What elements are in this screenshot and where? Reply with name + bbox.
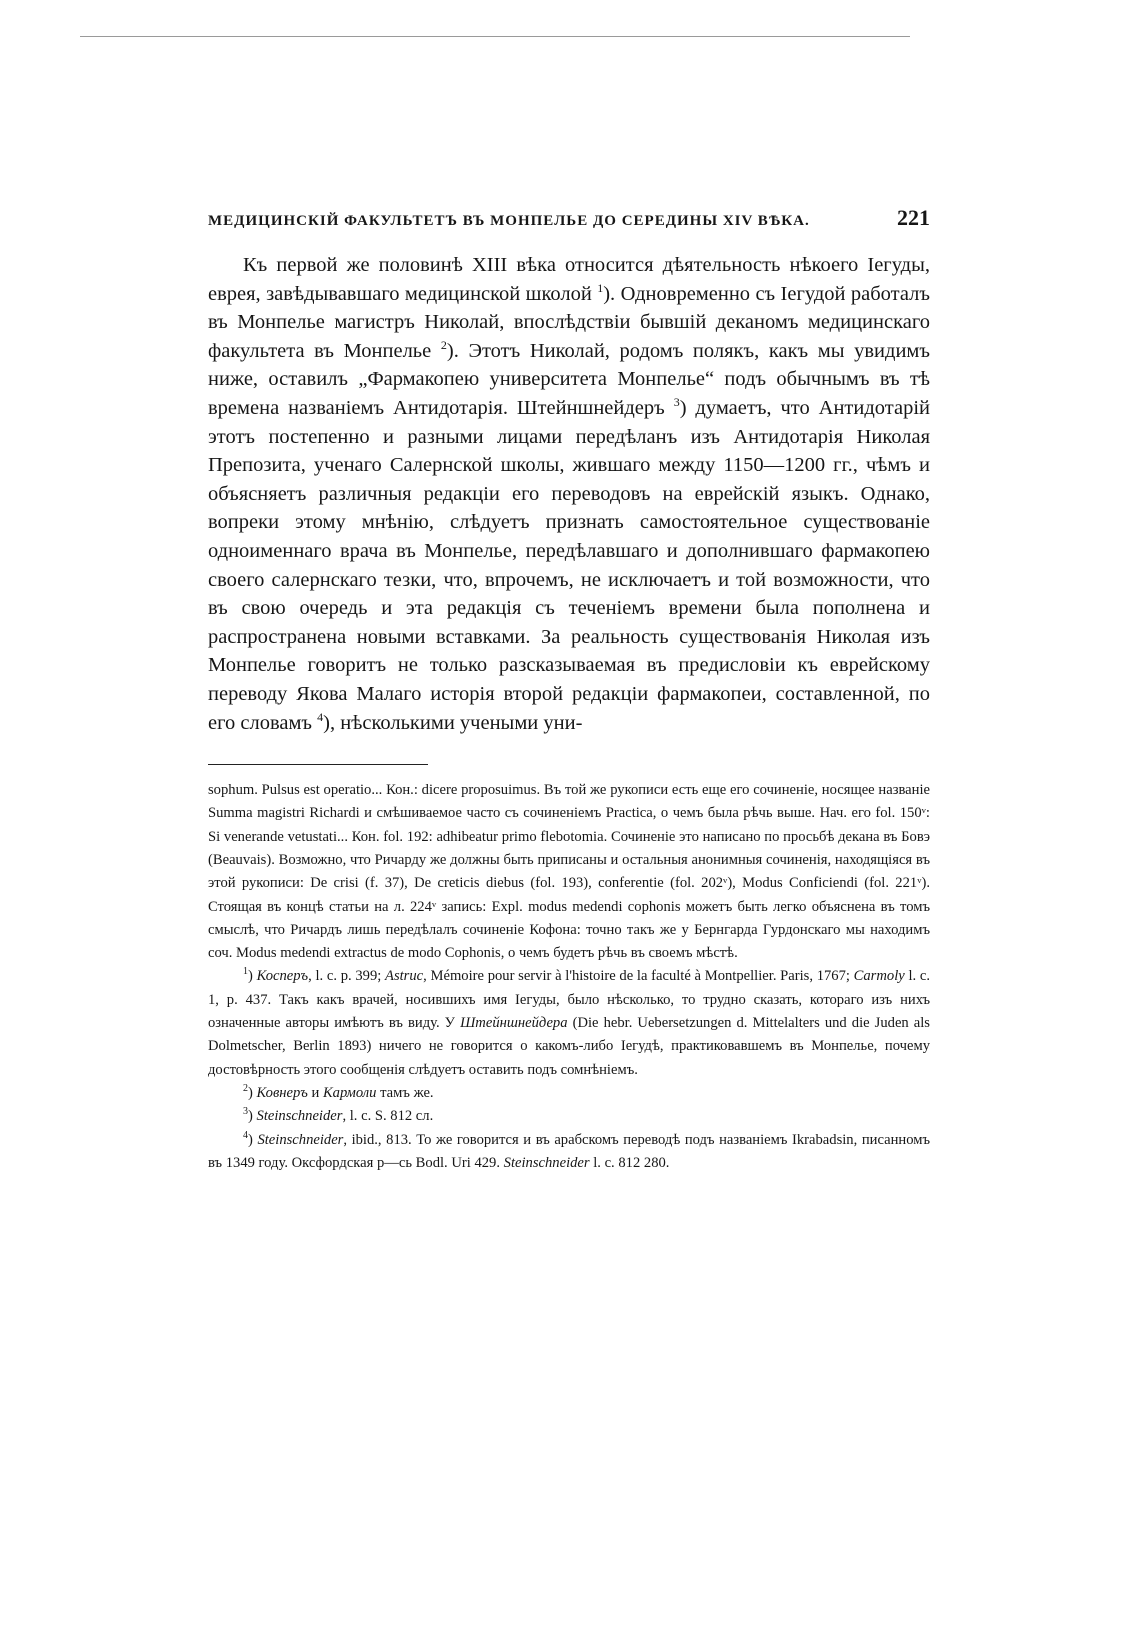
text-run: Къ первой же половинѣ XIII вѣка относится дѣятельность нѣкоего Іегуды, еврея, завѣдывавшаго медицинской школой — [208, 254, 930, 305]
text-run: ), нѣсколькими учеными уни- — [323, 711, 583, 734]
text-run: ) — [248, 1131, 258, 1148]
footnote-mark: 2 — [243, 1083, 248, 1095]
text-run: (Die hebr. Uebersetzungen d. Mittelalters und die Juden als Dolmetscher, Berlin 1893) ничего не говорится о какомъ-либо Іегудѣ, практиковавшемъ въ Монпелье, почему достовѣрность этого сообщенія слѣдуетъ оставить подъ сомнѣніемъ. — [208, 1015, 930, 1078]
footnote-mark: 1 — [243, 966, 248, 978]
footnote-2 — [208, 1082, 930, 1105]
main-paragraph — [208, 251, 930, 737]
text-run: , ibid., 813. То же говорится и въ арабскомъ переводѣ подъ названіемъ Ikrabadsin, писанномъ въ 1349 году. Оксфордская р—сь Bodl. Uri 429. — [208, 1131, 930, 1171]
footnote-4 — [208, 1129, 930, 1176]
text-run: , l. c. p. 399; — [308, 968, 386, 985]
text-run: l. c. 1, p. 437. Такъ какъ врачей, носившихъ имя Іегуды, было нѣсколько, то трудно сказать, котораго изъ нихъ означенные авторы имѣютъ въ виду. У — [208, 968, 930, 1032]
footnote-separator — [208, 764, 428, 765]
footnote-ref-1: 1 — [597, 280, 604, 295]
text-run: ) думаетъ, что Антидотарій этотъ постепенно и разными лицами передѣланъ изъ Антидотарія Николая Препозита, ученаго Салернской школы, жившаго между 1150—1200 гг., чѣмъ и объясняетъ различныя редакціи его переводовъ на еврейскій языкъ. Однако, вопреки этому мнѣнію, слѣдуетъ признать самостоятельное существованіе одноименнаго врача въ Монпелье, передѣлавшаго и дополнившаго фармакопею своего салернскаго тезки, что, впрочемъ, не исключаетъ и той возможности, что въ свою очередь и эта редакція съ теченіемъ времени была пополнена и распространена новыми вставками. За реальность существованія Николая изъ Монпелье говоритъ не только разсказываемая въ предисловіи къ еврейскому переводу Якова Малаго исторія второй редакціи фармакопеи, составленной, по его словамъ — [208, 396, 930, 734]
running-header — [208, 205, 930, 235]
footnotes — [208, 779, 930, 1175]
author-name: Steinschneider — [503, 1154, 590, 1171]
text-run: , Mémoire pour servir à l'histoire de la faculté à Montpellier. Paris, 1767; — [423, 968, 854, 985]
text-run: ) — [248, 968, 257, 985]
author-name: Косперъ — [256, 968, 309, 985]
footnote-1 — [208, 965, 930, 1081]
footnote-ref-4: 4 — [317, 709, 324, 724]
running-title: МЕДИЦИНСКІЙ ФАКУЛЬТЕТЪ ВЪ МОНПЕЛЬЕ ДО СЕРЕДИНЫ XIV ВѢКА. — [208, 213, 810, 229]
main-text — [208, 251, 930, 737]
footnote-mark: 3 — [243, 1106, 248, 1118]
author-name: Carmoly — [853, 968, 905, 985]
text-run: l. c. 812 280. — [589, 1154, 670, 1171]
text-run: тамъ же. — [376, 1084, 434, 1101]
author-name: Ковнеръ — [256, 1084, 308, 1101]
text-run: ). Одновременно съ Іегудой работалъ въ Монпелье магистръ Николай, впослѣдствіи бывшій деканомъ медицинскаго факультета въ Монпелье — [208, 282, 930, 362]
author-name: Astruc — [385, 968, 424, 985]
author-name: Steinschneider — [256, 1108, 343, 1125]
text-run: , l. c. S. 812 сл. — [342, 1108, 434, 1125]
footnote-continuation: sophum. Pulsus est operatio... Кон.: dicere proposuimus. Въ той же рукописи есть еще его сочиненіе, носящее названіе Summa magistri Richardi и смѣшиваемое часто съ сочиненіемъ Practica, о чемъ была рѣчь выше. Нач. его fol. 150ᵛ: Si venerande vetustati... Кон. fol. 192: adhibeatur primo flebotomia. Сочиненіе это написано по просьбѣ декана въ Бовэ (Beauvais). Возможно, что Ричарду же должны быть приписаны и остальныя анонимныя сочиненія, находящіяся въ этой рукописи: De crisi (f. 37), De creticis diebus (fol. 193), conferentie (fol. 202ᵛ), Modus Conficiendi (fol. 221ᵛ). Стоящая въ концѣ статьи на л. 224ᵛ запись: Expl. modus medendi cophonis можетъ быть легко объяснена въ томъ смыслѣ, что Ричардъ лишь передѣлалъ сочиненіе Кофона: точно такъ же у Бернгарда Гурдонскаго мы находимъ соч. Modus medendi extractus de modo Cophonis, о чемъ будетъ рѣчь въ своемъ мѣстѣ. — [208, 782, 930, 962]
author-name: Steinschneider — [257, 1131, 344, 1148]
text-run: ) — [248, 1108, 257, 1125]
footnote-ref-2: 2 — [440, 337, 447, 352]
footnote-ref-3: 3 — [673, 395, 680, 410]
book-page — [208, 205, 930, 1175]
page-number: 221 — [897, 205, 930, 230]
author-name: Штейншнейдера — [460, 1015, 568, 1032]
scan-edge-line — [80, 36, 910, 37]
text-run: и — [307, 1084, 323, 1101]
footnote-3 — [208, 1105, 930, 1128]
text-run: ). Этотъ Николай, родомъ полякъ, какъ мы увидимъ ниже, оставилъ „Фармакопею университета Монпелье“ подъ обычнымъ въ тѣ времена названіемъ Антидотарія. Штейншнейдеръ — [208, 339, 931, 419]
text-run: ) — [248, 1084, 257, 1101]
author-name: Кармоли — [322, 1084, 377, 1101]
footnote-mark: 4 — [243, 1129, 248, 1141]
